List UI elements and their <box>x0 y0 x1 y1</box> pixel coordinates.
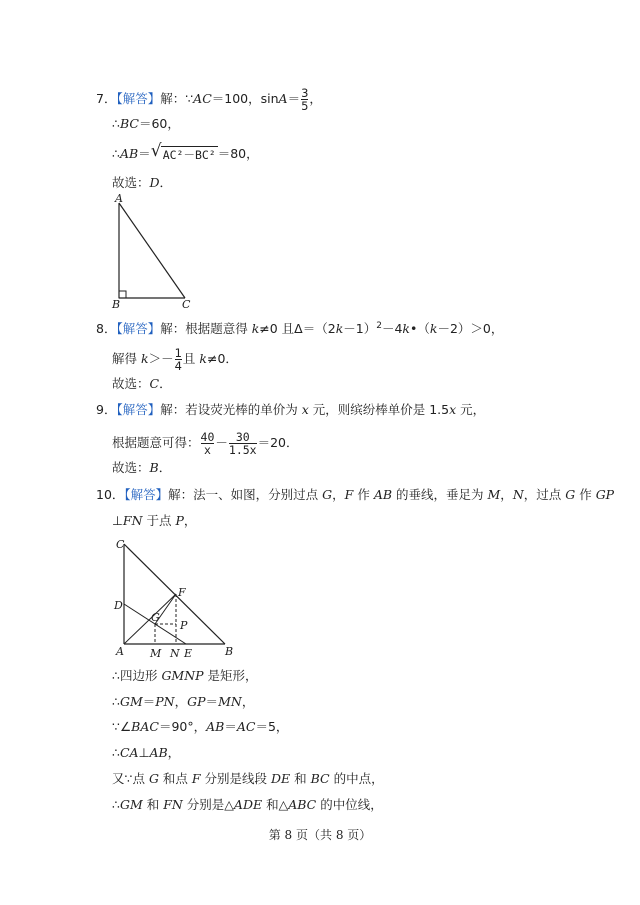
label-f: F <box>178 586 186 599</box>
q10-step5: 又∵点 G 和点 F 分别是线段 DE 和 BC 的中点， <box>112 771 384 786</box>
q10-line2: ⊥FN 于点 P， <box>112 513 197 528</box>
label-p: P <box>180 619 188 632</box>
q10-step4: ∴CA⊥AB， <box>112 745 181 760</box>
fraction: $\frac{30}{1.5x}$ <box>228 430 257 457</box>
q8-line1: 8．【解答】解：根据题意得 k≠0 且$\Delta=(2k-1)^2-4k•(k-2)>0$， <box>96 321 504 337</box>
fraction: $\frac{3}{5}$ <box>301 86 309 113</box>
label-c: C <box>182 298 191 311</box>
answer-tag: 【解答】 <box>124 487 169 502</box>
answer-tag: 【解答】 <box>116 321 161 337</box>
label-n: N <box>170 647 180 660</box>
q8-choice: 故选：C． <box>112 376 172 391</box>
fraction: $\frac{1}{4}$ <box>174 346 182 373</box>
answer-tag: 【解答】 <box>116 402 161 417</box>
page-footer: 第 8 页（共 8 页） <box>268 828 372 842</box>
label-d: D <box>114 599 123 612</box>
q10-geometry-figure <box>112 538 242 663</box>
q9-choice: 故选：B． <box>112 460 172 475</box>
side-ac <box>119 203 185 298</box>
label-c: C <box>116 538 125 551</box>
label-b: B <box>225 645 234 658</box>
q9-line1: 9．【解答】解：若设荧光棒的单价为 x 元，则缤纷棒单价是 1.5x 元， <box>96 402 486 417</box>
q10-step3: ∵∠BAC＝90°，AB＝AC＝5， <box>112 719 289 734</box>
label-g: G <box>151 611 160 624</box>
q10-step2: ∴GM＝PN，GP＝MN， <box>112 694 255 709</box>
q7-triangle-figure <box>110 192 200 311</box>
q7-line1: 7．【解答】解：∵AC＝100，sinA＝ $\frac{3}{5}$ ， <box>96 86 322 113</box>
label-a: A <box>116 645 124 658</box>
answer-tag: 【解答】 <box>116 91 161 106</box>
q7-line3: ∴AB＝ √ AC²－BC² ＝80， <box>112 141 259 162</box>
q8-line2: 解得 k＞－ $\frac{1}{4}$ 且 k≠0． <box>112 346 238 373</box>
q7-choice: 故选：D． <box>112 175 173 190</box>
right-angle-mark <box>119 291 126 298</box>
fraction: $\frac{40}{x}$ <box>200 430 215 457</box>
square-root: √ AC²－BC² <box>150 141 216 162</box>
label-b: B <box>112 298 121 311</box>
q7-line2: ∴BC＝60， <box>112 116 180 131</box>
q9-line2: 根据题意可得： $\frac{40}{x}$ － $\frac{30}{1.5x}$ ＝20． <box>112 430 299 457</box>
label-e: E <box>184 647 193 660</box>
q10-step1: ∴四边形 GMNP 是矩形， <box>112 668 258 683</box>
label-m: M <box>150 647 162 660</box>
label-a: A <box>115 192 123 205</box>
q10-step6: ∴GM 和 FN 分别是△ADE 和△ABC 的中位线， <box>112 797 383 812</box>
q10-line1: 10．【解答】解：法一、如图，分别过点 G，F 作 AB 的垂线，垂足为 M，N，过点 G 作 GP <box>96 487 615 502</box>
segment-af <box>124 594 176 644</box>
